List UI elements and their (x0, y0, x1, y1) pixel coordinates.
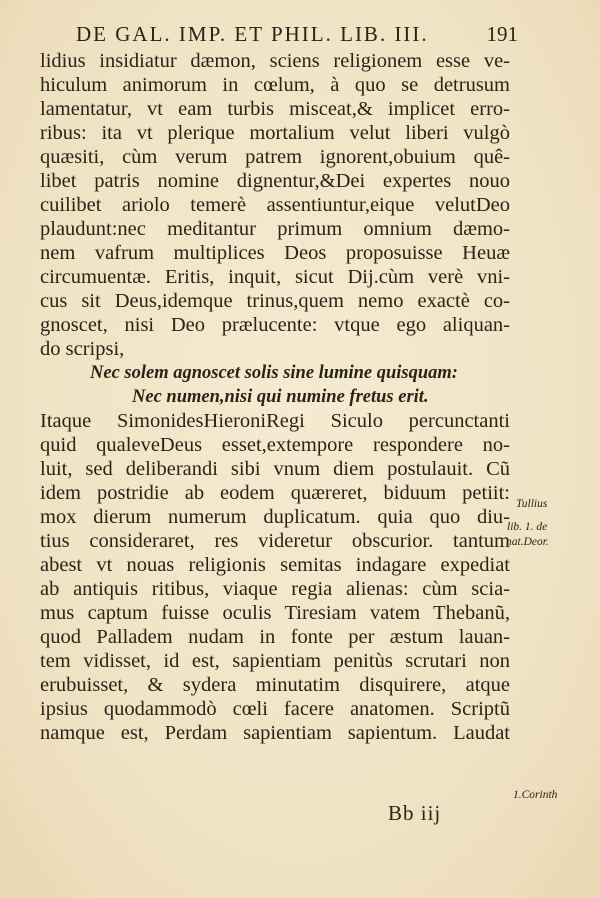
running-header (76, 22, 518, 47)
text-line: quid qualeveDeus esset,extempore respondere no- (40, 434, 510, 456)
margin-note: lib. 1. de (507, 521, 548, 533)
text-line: nem vafrum multiplices Deos proposuisse Heuæ (40, 242, 510, 264)
text-line: lamentatur, vt eam turbis misceat,& implicet erro- (40, 98, 510, 120)
text-line: tius consideraret, res videretur obscurior. tantum (40, 530, 510, 552)
text-line: abest vt nouas religionis semitas indagare expediat (40, 554, 510, 576)
text-line: cus sit Deus,idemque trinus,quem nemo exactè co- (40, 290, 510, 312)
text-line: gnoscet, nisi Deo prælucente: vtque ego aliquan- (40, 314, 510, 336)
verse-line: Nec solem agnoscet solis sine lumine quisquam: (90, 363, 458, 383)
text-line: quod Palladem nudam in fonte per æstum lauan- (40, 626, 510, 648)
text-line: mox dierum numerum duplicatum. quia quo diu- (40, 506, 510, 528)
folio-number: 191 (486, 22, 518, 46)
text-line: idem postridie ab eodem quæreret, biduum petiit: (40, 482, 510, 504)
margin-note: Tullius (516, 498, 548, 510)
text-line: libet patris nomine dignentur,&Dei expertes nouo (40, 170, 510, 192)
text-line: mus captum fuisse oculis Tiresiam vatem Thebanũ, (40, 602, 510, 624)
text-line: erubuisset, & sydera minutatim disquirere, atque (40, 674, 510, 696)
margin-note: 1.Corinth (513, 789, 558, 801)
text-line: ipsius quodammodò cœli facere anatomen. Scriptũ (40, 698, 510, 720)
text-line: cuilibet ariolo temerè assentiuntur,eique velutDeo (40, 194, 510, 216)
running-title: DE GAL. IMP. ET PHIL. LIB. III. (76, 22, 429, 46)
text-line: ab antiquis ritibus, viaque regia alienas: cùm scia- (40, 578, 510, 600)
signature-mark: Bb iij (388, 801, 442, 825)
text-line: lidius insidiatur dæmon, sciens religionem esse ve- (40, 50, 510, 72)
text-line: luit, sed deliberandi sibi vnum diem postulauit. Cũ (40, 458, 510, 480)
text-line: plaudunt:nec meditantur primum omnium dæmo- (40, 218, 510, 240)
text-line: quæsiti, cùm verum patrem ignorent,obuium quê- (40, 146, 510, 168)
text-line: Itaque SimonidesHieroniRegi Siculo percunctanti (40, 410, 510, 432)
text-line: hiculum animorum in cœlum, à quo se detrusum (40, 74, 510, 96)
text-line: ribus: ita vt plerique mortalium velut liberi vulgò (40, 122, 510, 144)
text-line: do scripsi, (40, 338, 125, 360)
text-line: tem vidisset, id est, sapientiam penitùs scrutari non (40, 650, 510, 672)
margin-note: nat.Deor. (506, 536, 549, 548)
text-block (40, 49, 510, 745)
text-line: namque est, Perdam sapientiam sapientum. Laudat (40, 722, 510, 744)
text-line: circumuentæ. Eritis, inquit, sicut Dij.cùm verè vni- (40, 266, 510, 288)
verse-line: Nec numen,nisi qui numine fretus erit. (132, 387, 429, 407)
